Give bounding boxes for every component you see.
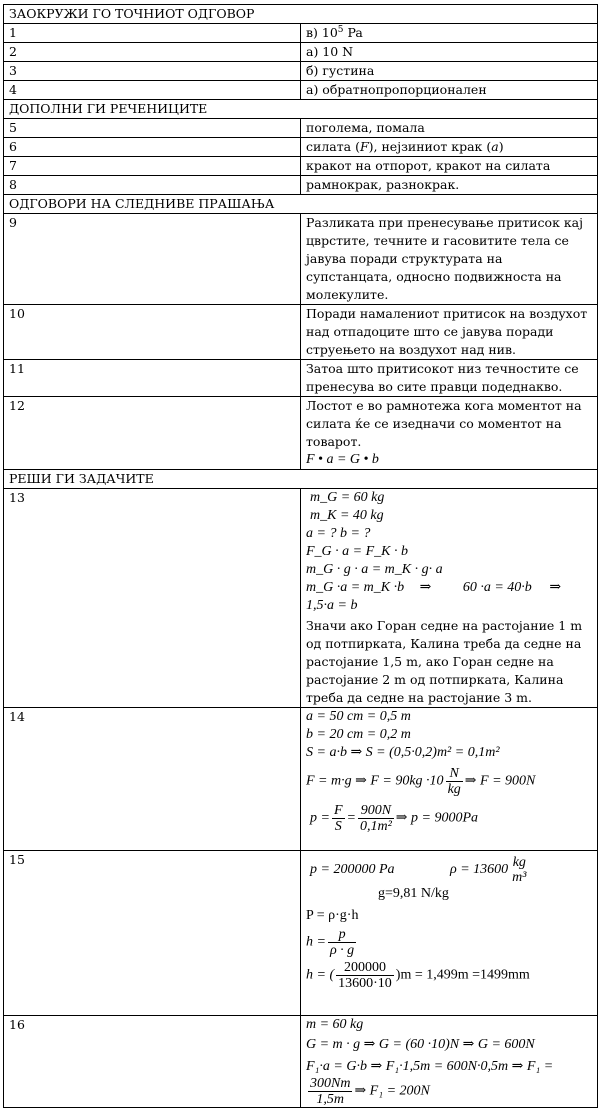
denominator: 13600·10 [338,976,392,991]
answer-text: Лостот е во рамнотежа кога моментот на силата ќе се изедначи со моментот на товарот. [306,398,582,449]
problem-row [4,708,598,851]
row-number: 5 [4,119,301,138]
fraction [446,766,463,797]
row-number: 7 [4,157,301,176]
answer-row [4,119,598,138]
answer-text: в) 10 [306,25,338,40]
formula-part: 1,5·a = b [306,598,358,613]
formula-line: a = 50 cm = 0,5 m [306,709,411,724]
formula-part: h = ( [306,967,335,983]
fraction [510,855,528,885]
numerator: kg [512,855,526,870]
solution-cell [301,1016,598,1108]
section-heading-solve: РЕШИ ГИ ЗАДАЧИТЕ [4,470,598,489]
formula-part: F = m·g ⇒ F = 90kg ·10 [306,773,444,789]
formula-line: S = a·b ⇒ S = (0,5·0,2)m² = 0,1m² [306,745,500,760]
answer-cell [301,24,598,43]
formula-part: p = [310,810,330,826]
numerator: 300Nm [310,1076,351,1091]
formula-line: P = ρ·g·h [306,908,359,923]
formula-part: = [346,810,356,826]
formula-line: m_G · g · a = m_K · g· a [306,562,443,577]
row-number: 1 [4,24,301,43]
denominator: ρ · g [329,943,355,958]
formula-line: m_K = 40 kg [310,508,384,523]
denominator: kg [447,782,461,797]
implies-icon: ⇒ [419,580,432,595]
fraction [308,1076,352,1107]
variable: a [491,139,499,154]
formula-line [306,766,592,797]
answer-row [4,305,598,360]
answer-cell [301,138,598,157]
formula-line [306,927,592,958]
numerator: 900N [358,803,394,819]
row-number: 9 [4,214,301,305]
numerator: p [328,927,356,943]
denominator: m³ [512,870,527,885]
fraction [336,960,394,991]
row-number: 6 [4,138,301,157]
formula-line: a = ? b = ? [306,526,371,541]
fraction [328,927,356,958]
answer-row [4,157,598,176]
formula-part: ⇒ F = 900N [464,773,536,789]
section-heading-circle: ЗАОКРУЖИ ГО ТОЧНИОТ ОДГОВОР [4,5,598,24]
answer-row [4,360,598,397]
formula-line: F_G · a = F_K · b [306,544,408,559]
row-number: 14 [4,708,301,851]
section-heading-complete: ДОПОЛНИ ГИ РЕЧЕНИЦИТЕ [4,100,598,119]
formula-part: ⇒ p = 9000Pa [395,810,479,826]
answer-cell: а) обратнопропорционален [301,81,598,100]
answer-key-table [3,4,598,1108]
unit: Pa [343,25,363,40]
answer-cell: рамнокрак, разнокрак. [301,176,598,195]
numerator: 200000 [336,960,394,976]
numerator: F [333,803,343,818]
formula-line: m_G = 60 kg [310,490,385,505]
answer-row [4,176,598,195]
formula-part: F₁·a = G·b ⇒ F₁·1,5m = 600N·0,5m ⇒ F₁ = [306,1059,554,1074]
text-part: ), нејзиниот крак ( [368,139,492,154]
answer-cell: кракот на отпорот, кракот на силата [301,157,598,176]
answer-cell: Затоа што притисокот низ течностите се пренесува во сите правци подеднакво. [301,360,598,397]
answer-cell: поголема, помала [301,119,598,138]
numerator: N [446,766,463,782]
row-number: 4 [4,81,301,100]
answer-row [4,214,598,305]
denominator: S [334,819,342,834]
solution-cell [301,489,598,708]
answer-cell: Поради намалениот притисок на воздухот над отпадоците што се јавува поради струењето на воздухот над нив. [301,305,598,360]
exponent: 5 [337,24,344,35]
answer-row [4,62,598,81]
row-number: 8 [4,176,301,195]
answer-cell: Разликата при пренесување притисок кај цврстите, течните и гасовитите тела се јавува поради структурата на супстанцата, односно подвижноста на молекулите. [301,214,598,305]
formula-part: ρ = 13600 [450,862,509,878]
answer-row [4,24,598,43]
solution-cell [301,708,598,851]
formula-part: ⇒ F₁ = 200N [354,1083,430,1099]
formula-part: m_G ·a = m_K ·b [306,580,405,595]
answer-row [4,138,598,157]
text-part: ) [498,139,504,154]
problem-row [4,851,598,1016]
fraction [358,803,394,834]
denominator: 1,5m [316,1092,345,1107]
text-part: силата ( [306,139,360,154]
row-number: 2 [4,43,301,62]
variable: F [359,139,369,154]
problem-row [4,1016,598,1108]
formula-part: h = [306,934,326,950]
formula-line [306,579,592,615]
row-number: 15 [4,851,301,1016]
formula-part: g=9,81 N/kg [378,886,449,901]
solution-cell [301,851,598,1016]
answer-row [4,397,598,470]
section-heading-answer: ОДГОВОРИ НА СЛЕДНИВЕ ПРАШАЊА [4,195,598,214]
formula-line: m = 60 kg [306,1017,364,1032]
answer-row [4,81,598,100]
formula: F • a = G • b [306,452,379,467]
formula-line [306,960,592,991]
formula-part: p = 200000 Pa [310,862,395,878]
formula-line: b = 20 cm = 0,2 m [306,727,411,742]
fraction [332,803,345,834]
answer-row [4,43,598,62]
formula-line [306,803,592,834]
row-number: 11 [4,360,301,397]
formula-part: 60 ·a = 40·b [462,580,532,595]
row-number: 3 [4,62,301,81]
row-number: 13 [4,489,301,708]
formula-line [306,1058,592,1107]
answer-cell [301,397,598,470]
row-number: 12 [4,397,301,470]
implies-icon: ⇒ [549,580,562,595]
answer-cell: а) 10 N [301,43,598,62]
formula-line [306,855,592,903]
answer-cell: б) густина [301,62,598,81]
conclusion-text: Значи ако Горан седне на растојание 1 m од потпирката, Калина треба да седне на растојание 1,5 m, ако Горан седне на растојание 2 m од потпирката, Калина треба да седне на растојание 3 m. [306,618,583,705]
row-number: 10 [4,305,301,360]
formula-line: G = m · g ⇒ G = (60 ·10)N ⇒ G = 600N [306,1037,535,1052]
formula-part: )m = 1,499m =1499mm [395,967,530,983]
problem-row [4,489,598,708]
row-number: 16 [4,1016,301,1108]
denominator: 0,1m² [359,819,392,834]
